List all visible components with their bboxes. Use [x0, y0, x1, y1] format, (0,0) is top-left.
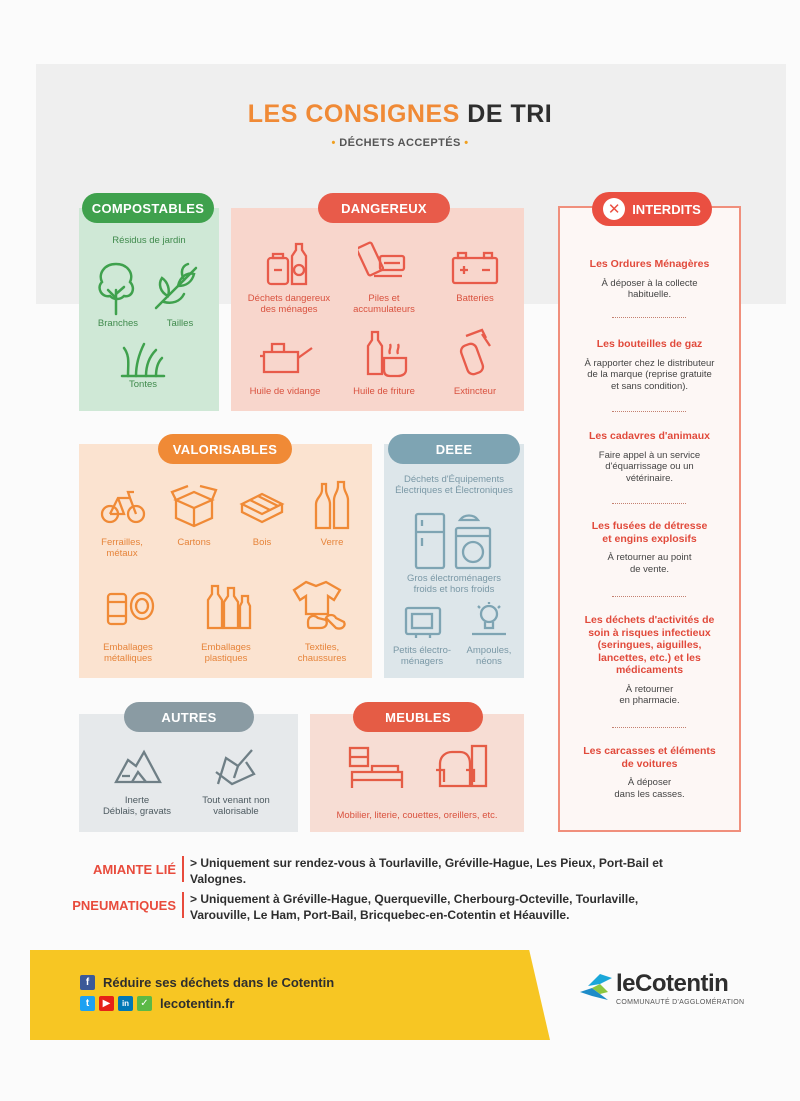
lecotentin-logo-mark-icon	[578, 970, 614, 1004]
wood-pallet-icon	[238, 488, 286, 524]
title-part-1: LES CONSIGNES	[247, 100, 460, 128]
caption-batteries: Batteries	[456, 293, 494, 304]
separator	[612, 317, 686, 318]
pneumatiques-divider	[182, 892, 184, 918]
caption-gros-electromenagers: Gros électroménagers froids et hors froids	[407, 573, 501, 595]
linkedin-icon[interactable]: in	[118, 996, 133, 1011]
interdit-item: Les Ordures Ménagères À déposer à la collecte habituelle.	[589, 258, 710, 300]
amiante-text: > Uniquement sur rendez-vous à Tourlaville, Gréville-Hague, Les Pieux, Port-Bail et Valognes.	[190, 856, 663, 886]
autres-pill: AUTRES	[124, 702, 254, 732]
amiante-divider	[182, 856, 184, 882]
amiante-label: AMIANTE LIÉ	[92, 862, 176, 877]
caption-extincteur: Extincteur	[453, 386, 497, 397]
meubles-pill: MEUBLES	[353, 702, 483, 732]
interdit-item: Les cadavres d'animaux Faire appel à un service d'équarrissage ou un vétérinaire.	[589, 430, 710, 484]
caption-huile-vidange: Huile de vidange	[249, 386, 321, 397]
interdit-item: Les bouteilles de gaz À rapporter chez le distributeur de la marque (reprise gratuite et sans condition).	[584, 338, 715, 392]
other-icon[interactable]: ✓	[137, 996, 152, 1011]
bicycle-icon	[100, 486, 146, 526]
forbidden-x-icon: ✕	[603, 198, 625, 220]
dangereux-pill: DANGEREUX	[318, 193, 450, 223]
caption-huile-friture: Huile de friture	[353, 386, 415, 397]
interdit-item: Les carcasses et éléments de voitures À déposer dans les casses.	[583, 745, 716, 800]
facebook-icon[interactable]: f	[80, 975, 95, 990]
caption-textiles: Textiles, chaussures	[297, 642, 347, 664]
caption-mobilier: Mobilier, literie, couettes, oreillers, etc.	[336, 810, 498, 821]
caption-dechets-dangereux: Déchets dangereux des ménages	[247, 293, 331, 315]
facebook-link-text[interactable]: Réduire ses déchets dans le Cotentin	[103, 975, 335, 990]
bed-furniture-icon	[348, 744, 406, 790]
caption-tout-venant: Tout venant non valorisable	[202, 795, 270, 817]
page-title	[0, 100, 800, 129]
caption-branches: Branches	[97, 318, 139, 329]
separator	[612, 411, 686, 412]
frying-oil-icon	[360, 328, 410, 378]
facebook-row[interactable]	[80, 975, 334, 990]
compostables-subtitle: Résidus de jardin	[112, 235, 186, 246]
caption-bois: Bois	[252, 537, 272, 548]
mixed-waste-icon	[212, 744, 258, 788]
glass-bottles-icon	[312, 480, 352, 530]
caption-emballages-metalliques: Emballages métalliques	[103, 642, 153, 664]
cardboard-box-icon	[170, 482, 218, 528]
twitter-icon[interactable]: t	[80, 996, 95, 1011]
separator	[612, 503, 686, 504]
car-battery-icon	[450, 250, 500, 286]
caption-piles: Piles et accumulateurs	[353, 293, 415, 315]
metal-cans-icon	[104, 584, 156, 628]
armchair-icon	[432, 742, 490, 790]
logo-name: leCotentin	[616, 970, 729, 997]
hazardous-containers-icon	[264, 240, 310, 288]
large-appliances-icon	[412, 510, 494, 570]
deee-pill: DEEE	[388, 434, 520, 464]
valorisables-pill: VALORISABLES	[158, 434, 292, 464]
small-appliance-icon	[402, 604, 444, 640]
caption-ferrailles: Ferrailles, métaux	[101, 537, 143, 559]
pneumatiques-text: > Uniquement à Gréville-Hague, Querqueville, Cherbourg-Octeville, Tourlaville, Varouville, Le Ham, Port-Bail, Bricquebec-en-Cotentin et Héauville.	[190, 892, 639, 922]
separator	[612, 596, 686, 597]
clothes-shoes-icon	[292, 578, 348, 632]
compostables-pill: COMPOSTABLES	[82, 193, 214, 223]
rubble-icon	[112, 746, 164, 786]
caption-cartons: Cartons	[177, 537, 211, 548]
lecotentin-logo	[578, 968, 748, 1010]
website-link[interactable]: lecotentin.fr	[160, 996, 235, 1011]
separator	[612, 727, 686, 728]
footer-band	[30, 950, 550, 1040]
caption-inerte: Inerte Déblais, gravats	[102, 795, 172, 817]
interdits-pill: ✕ INTERDITS	[592, 192, 712, 226]
social-row	[80, 996, 234, 1011]
caption-emballages-plastiques: Emballages plastiques	[201, 642, 251, 664]
page-subtitle: • DÉCHETS ACCEPTÉS •	[331, 137, 469, 149]
pneumatiques-label: PNEUMATIQUES	[72, 898, 176, 913]
page-header	[0, 100, 800, 149]
deee-subtitle: Déchets d'Équipements Électriques et Électroniques	[395, 474, 513, 496]
fire-extinguisher-icon	[454, 326, 496, 378]
caption-verre: Verre	[320, 537, 344, 548]
plastic-bottles-icon	[204, 580, 252, 630]
oil-can-icon	[258, 336, 314, 376]
interdit-item: Les fusées de détresse et engins explosifs À retourner au point de vente.	[591, 520, 708, 575]
batteries-cells-icon	[358, 236, 408, 284]
caption-ampoules: Ampoules, néons	[466, 645, 512, 667]
grass-icon	[120, 340, 166, 378]
caption-tontes: Tontes	[129, 379, 157, 390]
logo-subtitle: COMMUNAUTÉ D'AGGLOMÉRATION	[616, 999, 745, 1006]
caption-tailles: Tailles	[166, 318, 194, 329]
title-part-2: DE TRI	[467, 100, 553, 128]
branch-icon	[150, 262, 202, 312]
interdit-item: Les déchets d'activités de soin à risques infectieux (seringues, aiguilles, lancettes, etc.) et les médicaments À retourner en pharmacie.	[584, 614, 715, 706]
caption-petits-electromenagers: Petits électro- ménagers	[392, 645, 452, 667]
bulb-neon-icon	[470, 600, 508, 640]
tree-icon	[94, 260, 138, 316]
youtube-icon[interactable]: ▶	[99, 996, 114, 1011]
